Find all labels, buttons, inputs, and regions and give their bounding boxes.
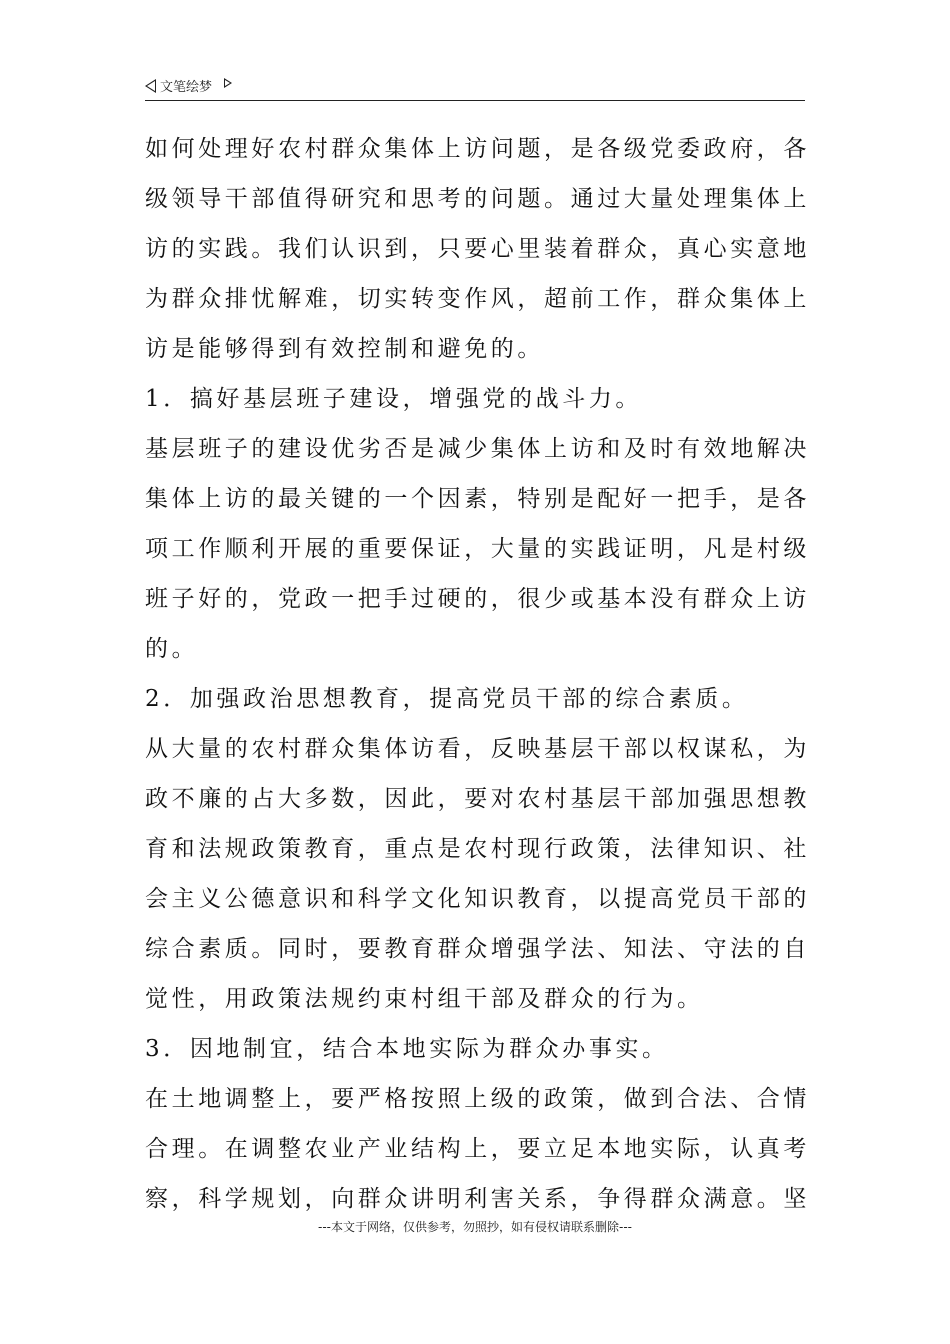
paragraph-section-2: 从大量的农村群众集体访看，反映基层干部以权谋私，为政不廉的占大多数，因此，要对农村基层干部加强思想教育和法规政策教育，重点是农村现行政策，法律知识、社会主义公德意识和科学文化知识教育，以提高党员干部的综合素质。同时，要教育群众增强学法、知法、守法的自觉性，用政策法规约束村组干部及群众的行为。: [145, 736, 810, 1012]
paragraph-section-3: 在土地调整上，要严格按照上级的政策，做到合法、合情合理。在调整农业产业结构上，要立足本地实际，认真考察，科学规划，向群众讲明利害关系，争得群众满意。坚: [145, 1086, 810, 1212]
brand-name: 文笔绘梦: [160, 80, 213, 95]
document-body: [145, 124, 810, 1224]
paragraph-intro: 如何处理好农村群众集体上访问题，是各级党委政府，各级领导干部值得研究和思考的问题。通过大量处理集体上访的实践。我们认识到，只要心里装着群众，真心实意地为群众排忧解难，切实转变作风，超前工作，群众集体上访是能够得到有效控制和避免的。: [145, 136, 810, 362]
paragraph-section-1: 基层班子的建设优劣否是减少集体上访和及时有效地解决集体上访的最关键的一个因素，特别是配好一把手，是各项工作顺利开展的重要保证，大量的实践证明，凡是村级班子好的，党政一把手过硬的，很少或基本没有群众上访的。: [145, 436, 810, 662]
page-header: [145, 72, 805, 101]
left-triangle-icon: [145, 79, 156, 93]
section-heading-3: 3．因地制宜，结合本地实际为群众办事实。: [145, 1036, 669, 1062]
header-brand: [145, 76, 232, 95]
page-footer-disclaimer: ---本文于网络，仅供参考，勿照抄，如有侵权请联系删除---: [318, 1220, 632, 1234]
section-heading-1: 1．搞好基层班子建设，增强党的战斗力。: [145, 386, 643, 412]
section-heading-2: 2．加强政治思想教育，提高党员干部的综合素质。: [145, 686, 749, 712]
right-triangle-icon: [224, 78, 232, 88]
